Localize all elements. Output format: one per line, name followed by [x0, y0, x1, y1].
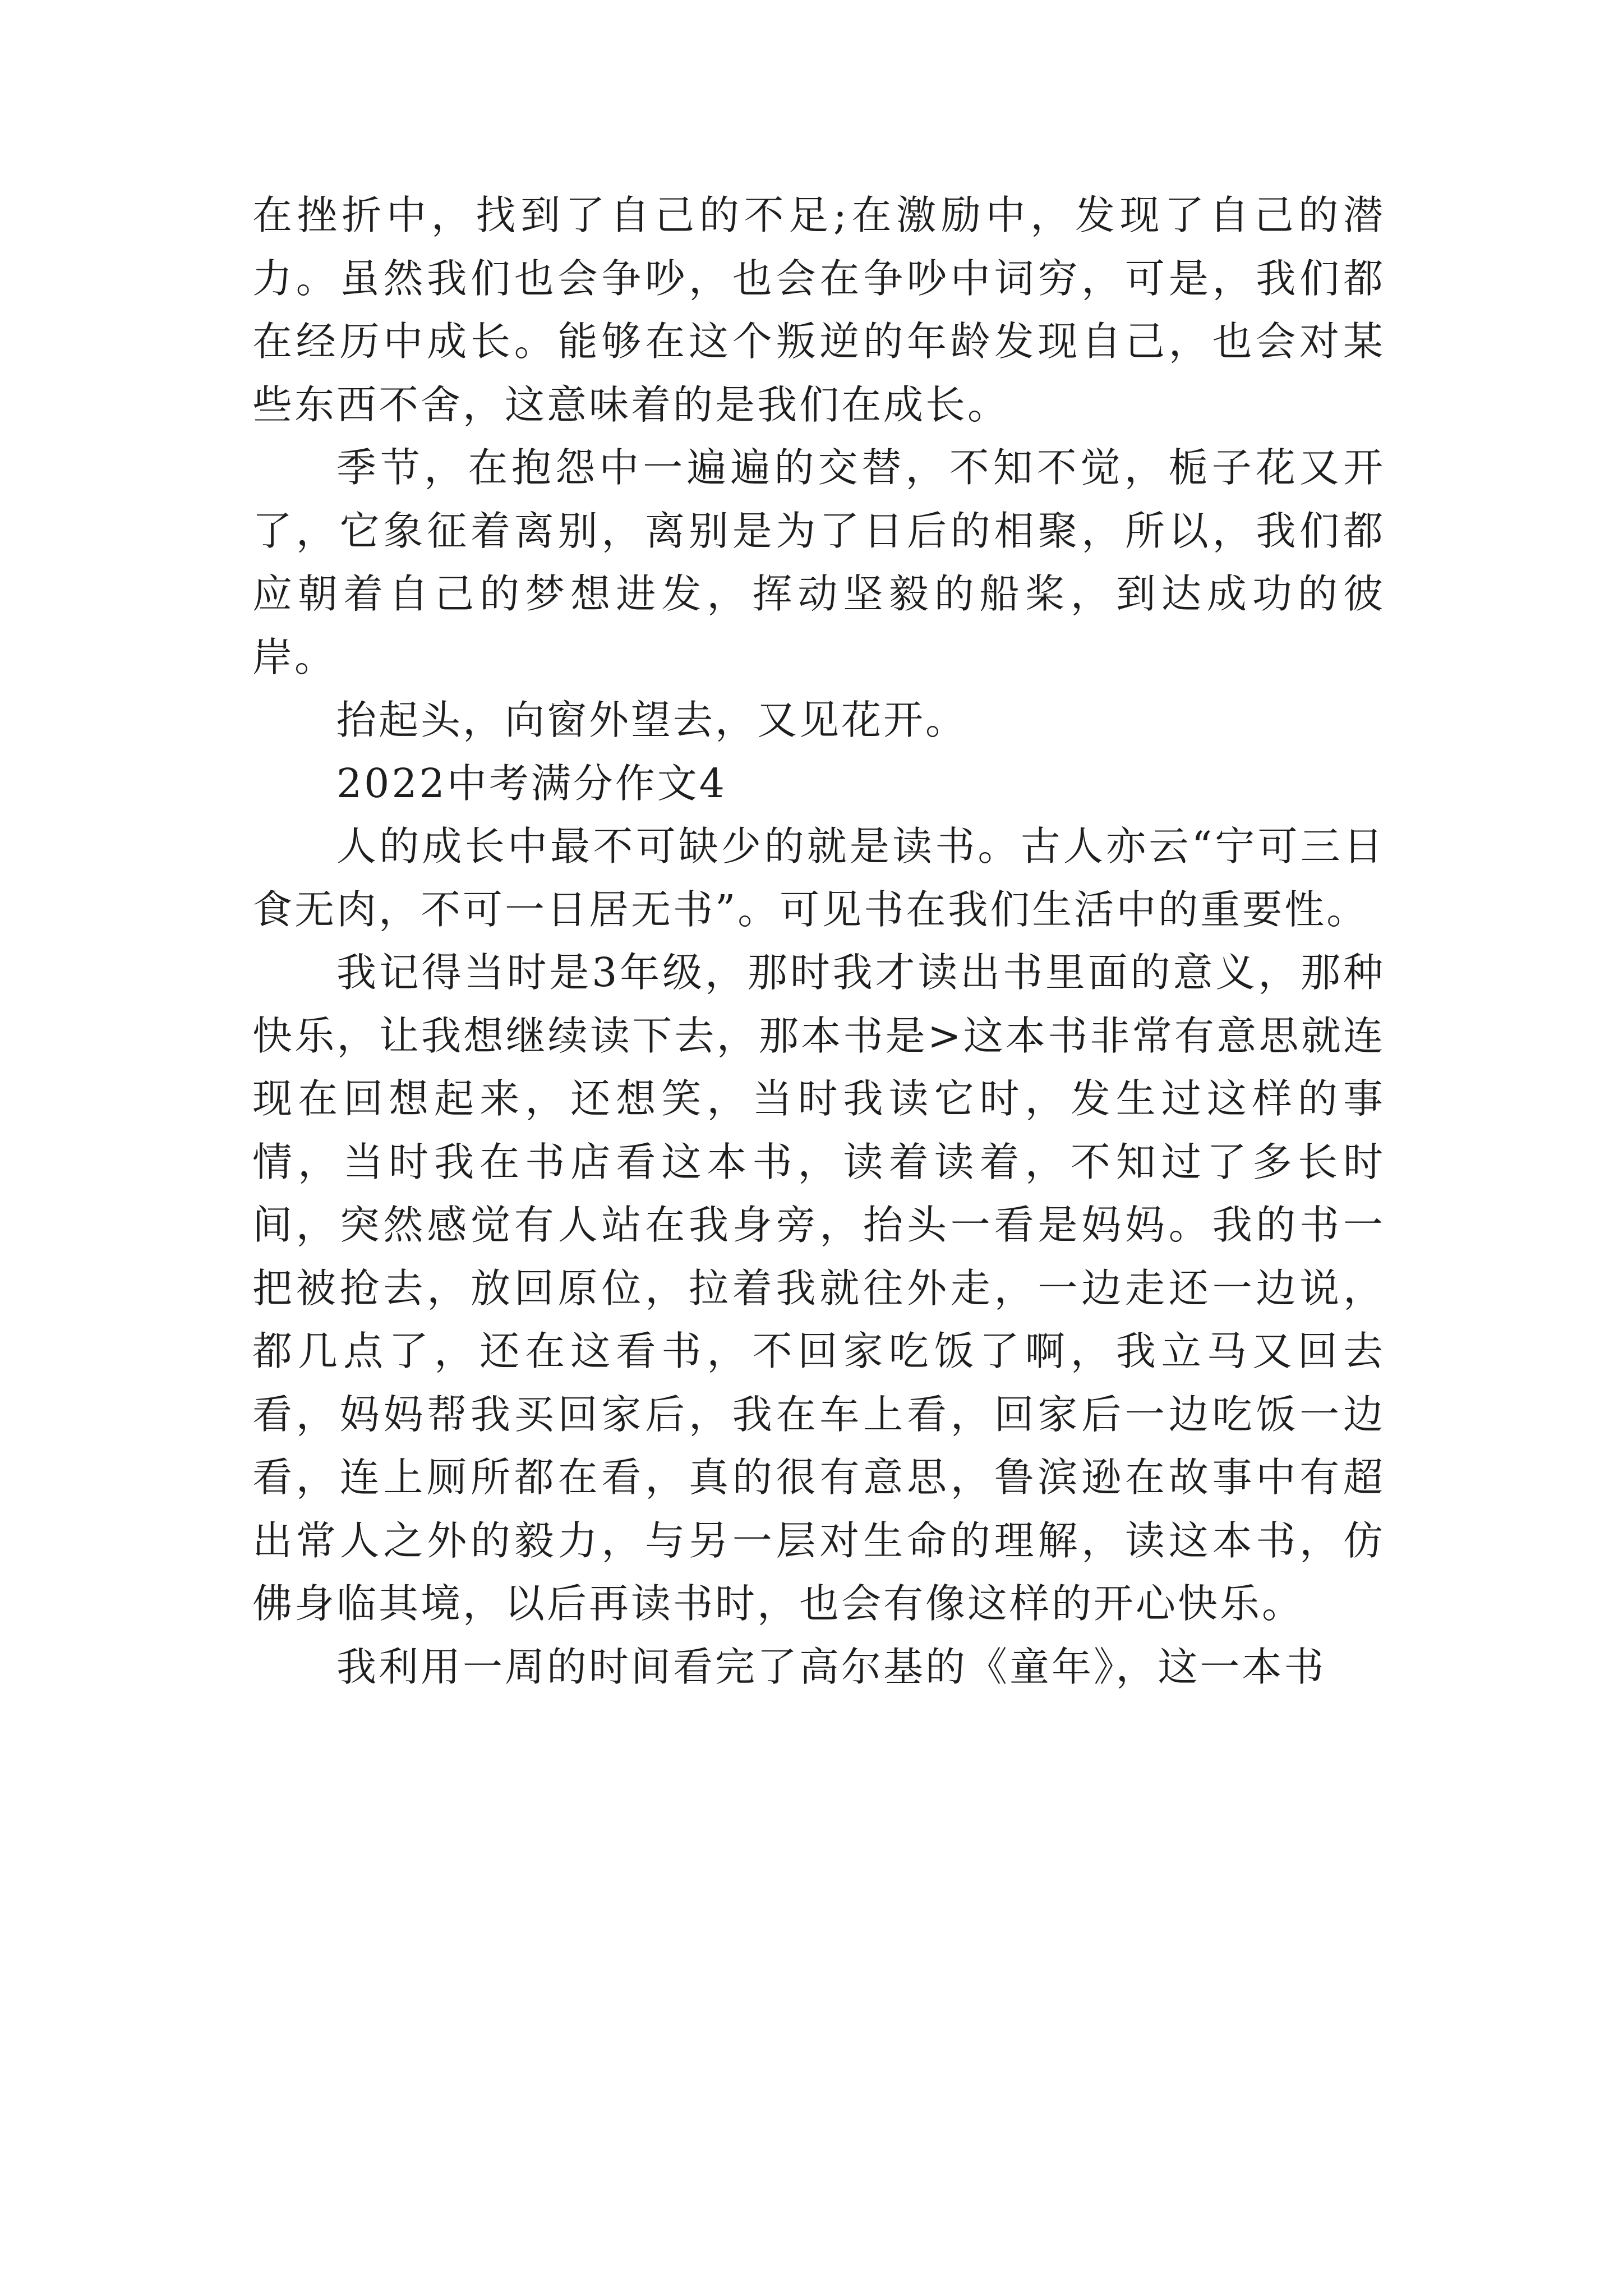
paragraph-6: 我利用一周的时间看完了高尔基的《童年》，这一本书: [336, 1643, 1326, 1690]
essay-heading: 2022中考满分作文4: [336, 760, 727, 807]
paragraph-4: 人的成长中最不可缺少的就是读书。古人亦云“宁可三日食无肉，不可一日居无书”。可见书在我们生活中的重要性。: [252, 823, 1385, 933]
paragraph-2: 季节，在抱怨中一遍遍的交替，不知不觉，栀子花又开了，它象征着离别，离别是为了日后的相聚，所以，我们都应朝着自己的梦想进发，挥动坚毅的船桨，到达成功的彼岸。: [252, 444, 1385, 680]
paragraph-5: 我记得当时是3年级，那时我才读出书里面的意义，那种快乐，让我想继续读下去，那本书是>这本书非常有意思就连现在回想起来，还想笑，当时我读它时，发生过这样的事情，当时我在书店看这本书，读着读着，不知过了多长时间，突然感觉有人站在我身旁，抬头一看是妈妈。我的书一把被抢去，放回原位，拉着我就往外走，一边走还一边说，都几点了，还在这看书，不回家吃饭了啊，我立马又回去看，妈妈帮我买回家后，我在车上看，回家后一边吃饭一边看，连上厕所都在看，真的很有意思，鲁滨逊在故事中有超出常人之外的毅力，与另一层对生命的理解，读这本书，仿佛身临其境，以后再读书时，也会有像这样的开心快乐。: [252, 949, 1385, 1627]
paragraph-3: 抬起头，向窗外望去，又见花开。: [336, 697, 968, 743]
paragraph-1: 在挫折中，找到了自己的不足;在激励中，发现了自己的潜力。虽然我们也会争吵，也会在争吵中词穷，可是，我们都在经历中成长。能够在这个叛逆的年龄发现自己，也会对某些东西不舍，这意味着的是我们在成长。: [252, 192, 1385, 428]
document-body: [252, 184, 1385, 1699]
